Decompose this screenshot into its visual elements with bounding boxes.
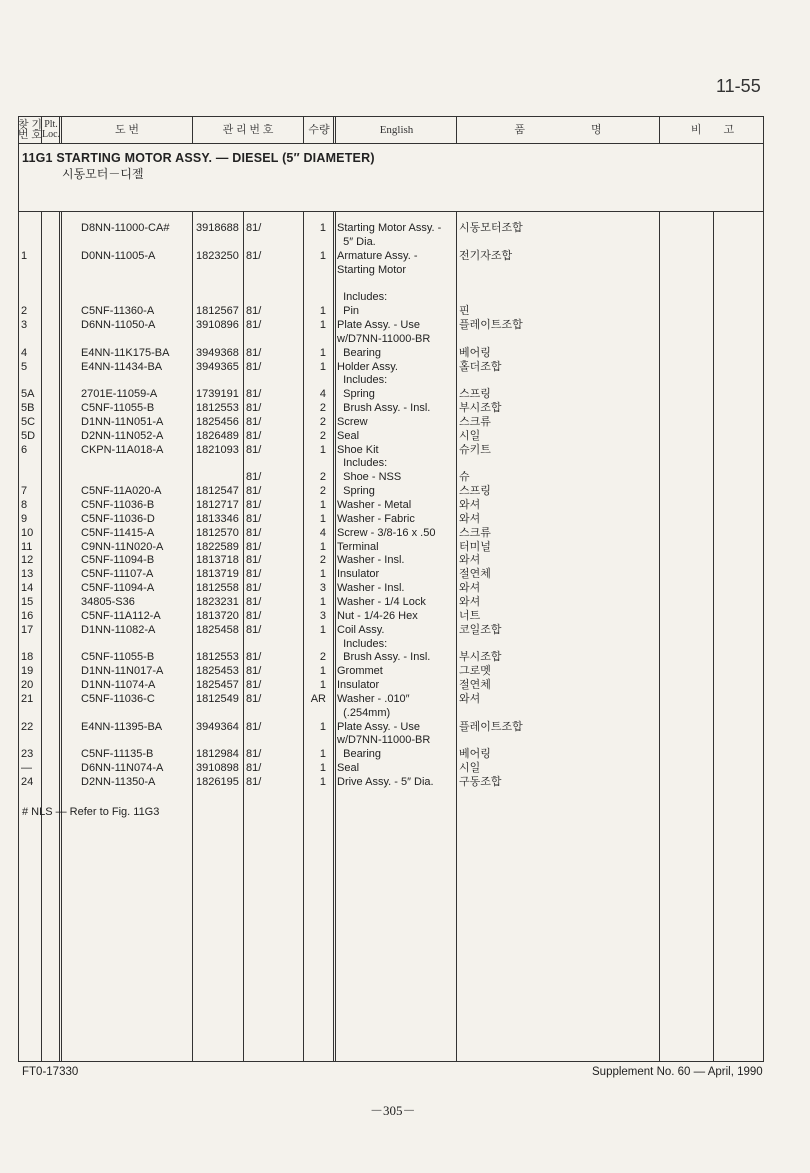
header-quantity: 수량 [308,124,330,136]
english-description: 5″ Dia. [337,235,376,248]
prefix-code: 81/ [246,526,262,539]
table-row [0,263,810,277]
english-description: Drive Assy. - 5″ Dia. [337,776,434,788]
quantity: 2 [319,471,326,484]
english-description: Washer - Fabric [337,512,415,525]
english-description: Washer - 1/4 Lock [337,596,426,608]
table-row [0,318,810,332]
prefix-code: 81/ [246,651,262,664]
prefix-code: 81/ [246,776,262,788]
management-number: 1826195 [196,776,239,788]
item-number: 8 [21,499,28,511]
quantity: 1 [319,512,326,525]
table-row [0,332,810,346]
english-description: Starting Motor [337,263,407,276]
management-number: 1812558 [196,582,239,595]
item-number: 13 [21,568,34,581]
korean-name: 너트 [459,609,481,622]
table-row [0,221,810,235]
english-description: Pin [337,305,360,318]
table-row [0,623,810,637]
item-number: 17 [21,623,34,636]
part-number: C5NF-11094-B [81,554,155,567]
table-row [0,567,810,581]
korean-name: 전기자조합 [459,249,513,262]
english-description: Coil Assy. [337,623,385,636]
item-number: 24 [21,776,34,788]
korean-name: 와셔 [459,512,481,525]
quantity: 1 [319,360,326,373]
english-description: Washer - Insl. [337,554,405,567]
management-number: 1812570 [196,526,239,539]
korean-name: 핀 [459,305,470,318]
header-plt-loc: Plt. Loc. [41,119,61,140]
korean-name: 스프링 [459,485,491,498]
quantity: 1 [319,776,326,788]
prefix-code: 81/ [246,429,262,442]
item-number: 7 [21,485,28,498]
item-number: 20 [21,679,34,691]
header-remarks: 비 고 [690,124,735,136]
table-row [0,498,810,512]
management-number: 1825457 [196,679,239,691]
prefix-code: 81/ [246,554,262,567]
korean-name: 시일 [459,429,481,442]
prefix-code: 81/ [246,665,262,678]
item-number: — [21,762,32,775]
header-divider [19,143,763,144]
prefix-code: 81/ [246,305,262,318]
table-row [0,761,810,775]
item-number: 2 [21,305,28,318]
quantity: 1 [319,596,326,608]
management-number: 1812984 [196,748,239,761]
section-title: 11G1 STARTING MOTOR ASSY. — DIESEL (5″ DIAMETER) [22,151,375,165]
table-row [0,276,810,290]
quantity: 1 [319,679,326,691]
part-number: C5NF-11055-B [81,402,155,414]
quantity: 1 [319,305,326,318]
english-description: Washer - Metal [337,499,412,511]
quantity: 3 [319,582,326,595]
korean-name: 시일 [459,762,481,775]
item-number: 5 [21,360,28,373]
part-number: D0NN-11005-A [81,249,156,262]
english-description: Insulator [337,568,380,581]
korean-name: 플레이트조합 [459,318,523,331]
quantity: 1 [319,540,326,553]
table-row [0,443,810,457]
supplement-note: Supplement No. 60 — April, 1990 [592,1066,763,1078]
english-description: Washer - Insl. [337,582,405,595]
management-number: 1813718 [196,554,239,567]
table-row [0,553,810,567]
item-number: 21 [21,692,34,705]
management-number: 1822589 [196,540,239,553]
table-row [0,470,810,484]
english-description: Armature Assy. - [337,249,418,262]
quantity: 1 [319,623,326,636]
english-description: Includes: [337,637,388,650]
table-row [0,595,810,609]
management-number: 3910896 [196,318,239,331]
management-number: 1812553 [196,402,239,414]
korean-name: 와셔 [459,596,481,608]
management-number: 1812549 [196,692,239,705]
table-row [0,387,810,401]
quantity: AR [310,692,326,705]
prefix-code: 81/ [246,762,262,775]
item-number: 12 [21,554,34,567]
prefix-code: 81/ [246,443,262,456]
footnote: # NLS — Refer to Fig. 11G3 [22,806,160,818]
prefix-code: 81/ [246,318,262,331]
header-drawing-no: 도 번 [114,124,139,136]
management-number: 1812553 [196,651,239,664]
management-number: 1826489 [196,429,239,442]
quantity: 1 [319,443,326,456]
english-description: Seal [337,429,360,442]
part-number: C5NF-11036-B [81,499,155,511]
header-item-no: 찾 기 번 호 [18,119,43,141]
item-number: 14 [21,582,34,595]
quantity: 4 [319,388,326,401]
english-description: Starting Motor Assy. - [337,222,442,234]
management-number: 3949365 [196,360,239,373]
korean-name: 스크류 [459,415,491,428]
prefix-code: 81/ [246,596,262,608]
quantity: 1 [319,748,326,761]
prefix-code: 81/ [246,402,262,414]
english-description: Grommet [337,665,383,678]
korean-name: 스크류 [459,526,491,539]
quantity: 1 [319,568,326,581]
english-description: Includes: [337,374,388,387]
quantity: 1 [319,665,326,678]
part-number: D6NN-11050-A [81,318,156,331]
english-description: Washer - .010″ [337,692,410,705]
table-row [0,775,810,789]
management-number: 1821093 [196,443,239,456]
english-description: Shoe Kit [337,443,379,456]
korean-name: 슈키트 [459,443,491,456]
english-description: Bearing [337,748,382,761]
item-number: 16 [21,609,34,622]
management-number: 1812547 [196,485,239,498]
english-description: Screw [337,415,368,428]
table-row [0,456,810,470]
quantity: 1 [319,222,326,234]
management-number: 1813719 [196,568,239,581]
prefix-code: 81/ [246,623,262,636]
english-description: Insulator [337,679,380,691]
part-number: D2NN-11350-A [81,776,156,788]
item-number: 9 [21,512,28,525]
quantity: 1 [319,318,326,331]
table-row [0,401,810,415]
header-english: English [379,124,414,136]
table-row [0,526,810,540]
prefix-code: 81/ [246,720,262,733]
table-row [0,609,810,623]
table-row [0,733,810,747]
item-number: 1 [21,249,28,262]
english-description: Seal [337,762,360,775]
quantity: 1 [319,762,326,775]
table-row [0,429,810,443]
english-description: w/D7NN-11000-BR [337,734,431,747]
item-number: 6 [21,443,28,456]
item-number: 5A [21,388,35,401]
english-description: Includes: [337,457,388,470]
korean-name: 플레이트조합 [459,720,523,733]
quantity: 1 [319,346,326,359]
table-row [0,650,810,664]
item-number: 22 [21,720,34,733]
part-number: C5NF-11055-B [81,651,155,664]
part-number: C5NF-11415-A [81,526,155,539]
page-number: 11-55 [716,76,761,96]
management-number: 1739191 [196,388,239,401]
english-description: Spring [337,485,375,498]
part-number: D8NN-11000-CA# [81,222,170,234]
part-number: E4NN-11K175-BA [81,346,170,359]
part-number: E4NN-11395-BA [81,720,163,733]
korean-name: 부시조합 [459,402,502,414]
quantity: 2 [319,651,326,664]
part-number: C5NF-11107-A [81,568,154,581]
prefix-code: 81/ [246,512,262,525]
quantity: 4 [319,526,326,539]
part-number: C5NF-11A020-A [81,485,162,498]
table-row [0,692,810,706]
korean-name: 슈 [459,471,470,484]
management-number: 1812717 [196,499,239,511]
korean-name: 절연체 [459,568,491,581]
part-number: E4NN-11434-BA [81,360,163,373]
quantity: 2 [319,402,326,414]
table-row [0,415,810,429]
table-row [0,720,810,734]
part-number: D1NN-11N017-A [81,665,164,678]
table-row [0,249,810,263]
management-number: 1825456 [196,415,239,428]
prefix-code: 81/ [246,471,262,484]
item-number: 18 [21,651,34,664]
prefix-code: 81/ [246,222,262,234]
korean-name: 베어링 [459,748,491,761]
table-row [0,235,810,249]
quantity: 1 [319,720,326,733]
korean-name: 베어링 [459,346,491,359]
english-description: Brush Assy. - Insl. [337,402,431,414]
korean-name: 스프링 [459,388,491,401]
prefix-code: 81/ [246,748,262,761]
part-number: D1NN-11082-A [81,623,156,636]
prefix-code: 81/ [246,582,262,595]
prefix-code: 81/ [246,388,262,401]
table-row [0,484,810,498]
quantity: 2 [319,554,326,567]
english-description: Brush Assy. - Insl. [337,651,431,664]
part-number: C5NF-11036-D [81,512,155,525]
item-number: 15 [21,596,34,608]
table-row [0,678,810,692]
prefix-code: 81/ [246,485,262,498]
management-number: 3918688 [196,222,239,234]
management-number: 3910898 [196,762,239,775]
management-number: 1813720 [196,609,239,622]
section-korean-title: 시동모터－디젤 [62,167,144,181]
table-row [0,637,810,651]
part-number: CKPN-11A018-A [81,443,164,456]
english-description: Terminal [337,540,379,553]
korean-name: 코일조합 [459,623,502,636]
korean-name: 그로멧 [459,665,491,678]
table-row [0,373,810,387]
prefix-code: 81/ [246,249,262,262]
prefix-code: 81/ [246,499,262,511]
prefix-code: 81/ [246,360,262,373]
part-number: C5NF-11360-A [81,305,155,318]
item-number: 11 [21,540,33,553]
english-description: Plate Assy. - Use [337,720,420,733]
part-number: D1NN-11N051-A [81,415,164,428]
table-row [0,360,810,374]
item-number: 10 [21,526,34,539]
english-description: (.254mm) [337,706,391,719]
folio-number: －305－ [370,1103,416,1118]
english-description: Nut - 1/4-26 Hex [337,609,418,622]
korean-name: 터미널 [459,540,491,553]
quantity: 2 [319,415,326,428]
item-number: 19 [21,665,34,678]
management-number: 1812567 [196,305,239,318]
part-number: C9NN-11N020-A [81,540,164,553]
part-number: C5NF-11135-B [81,748,154,761]
english-description: Shoe - NSS [337,471,402,484]
prefix-code: 81/ [246,415,262,428]
korean-name: 홀더조합 [459,360,502,373]
section-divider [19,211,763,212]
management-number: 1823231 [196,596,239,608]
part-number: D6NN-11N074-A [81,762,164,775]
prefix-code: 81/ [246,346,262,359]
english-description: Bearing [337,346,382,359]
korean-name: 시동모터조합 [459,222,523,234]
korean-name: 와셔 [459,499,481,511]
table-row [0,581,810,595]
header-korean-name: 품 명 [514,124,602,136]
part-number: C5NF-11036-C [81,692,155,705]
management-number: 3949364 [196,720,239,733]
table-row [0,706,810,720]
table-row [0,540,810,554]
prefix-code: 81/ [246,540,262,553]
korean-name: 와셔 [459,692,481,705]
korean-name: 절연체 [459,679,491,691]
english-description: Plate Assy. - Use [337,318,420,331]
item-number: 5D [21,429,36,442]
english-description: Includes: [337,291,388,304]
korean-name: 와셔 [459,554,481,567]
quantity: 2 [319,485,326,498]
management-number: 1813346 [196,512,239,525]
part-number: C5NF-11094-A [81,582,155,595]
prefix-code: 81/ [246,568,262,581]
english-description: Spring [337,388,375,401]
english-description: Holder Assy. [337,360,398,373]
quantity: 2 [319,429,326,442]
quantity: 1 [319,499,326,511]
item-number: 5B [21,402,35,414]
item-number: 23 [21,748,34,761]
part-number: 34805-S36 [81,596,135,608]
korean-name: 와셔 [459,582,481,595]
management-number: 1825453 [196,665,239,678]
part-number: C5NF-11A112-A [81,609,161,622]
prefix-code: 81/ [246,609,262,622]
item-number: 3 [21,318,28,331]
item-number: 5C [21,415,36,428]
korean-name: 부시조합 [459,651,502,664]
english-description: w/D7NN-11000-BR [337,332,431,345]
table-row [0,747,810,761]
korean-name: 구동조합 [459,776,502,788]
header-management-no: 관 리 번 호 [222,124,274,136]
part-number: 2701E-11059-A [81,388,158,401]
part-number: D2NN-11N052-A [81,429,164,442]
prefix-code: 81/ [246,692,262,705]
document-code: FT0-17330 [22,1066,79,1078]
management-number: 1825458 [196,623,239,636]
english-description: Screw - 3/8-16 x .50 [337,526,436,539]
table-row [0,512,810,526]
item-number: 4 [21,346,28,359]
table-row [0,304,810,318]
table-row [0,346,810,360]
quantity: 3 [319,609,326,622]
table-row [0,664,810,678]
management-number: 1823250 [196,249,239,262]
part-number: D1NN-11074-A [81,679,156,691]
table-row [0,290,810,304]
management-number: 3949368 [196,346,239,359]
prefix-code: 81/ [246,679,262,691]
quantity: 1 [319,249,326,262]
